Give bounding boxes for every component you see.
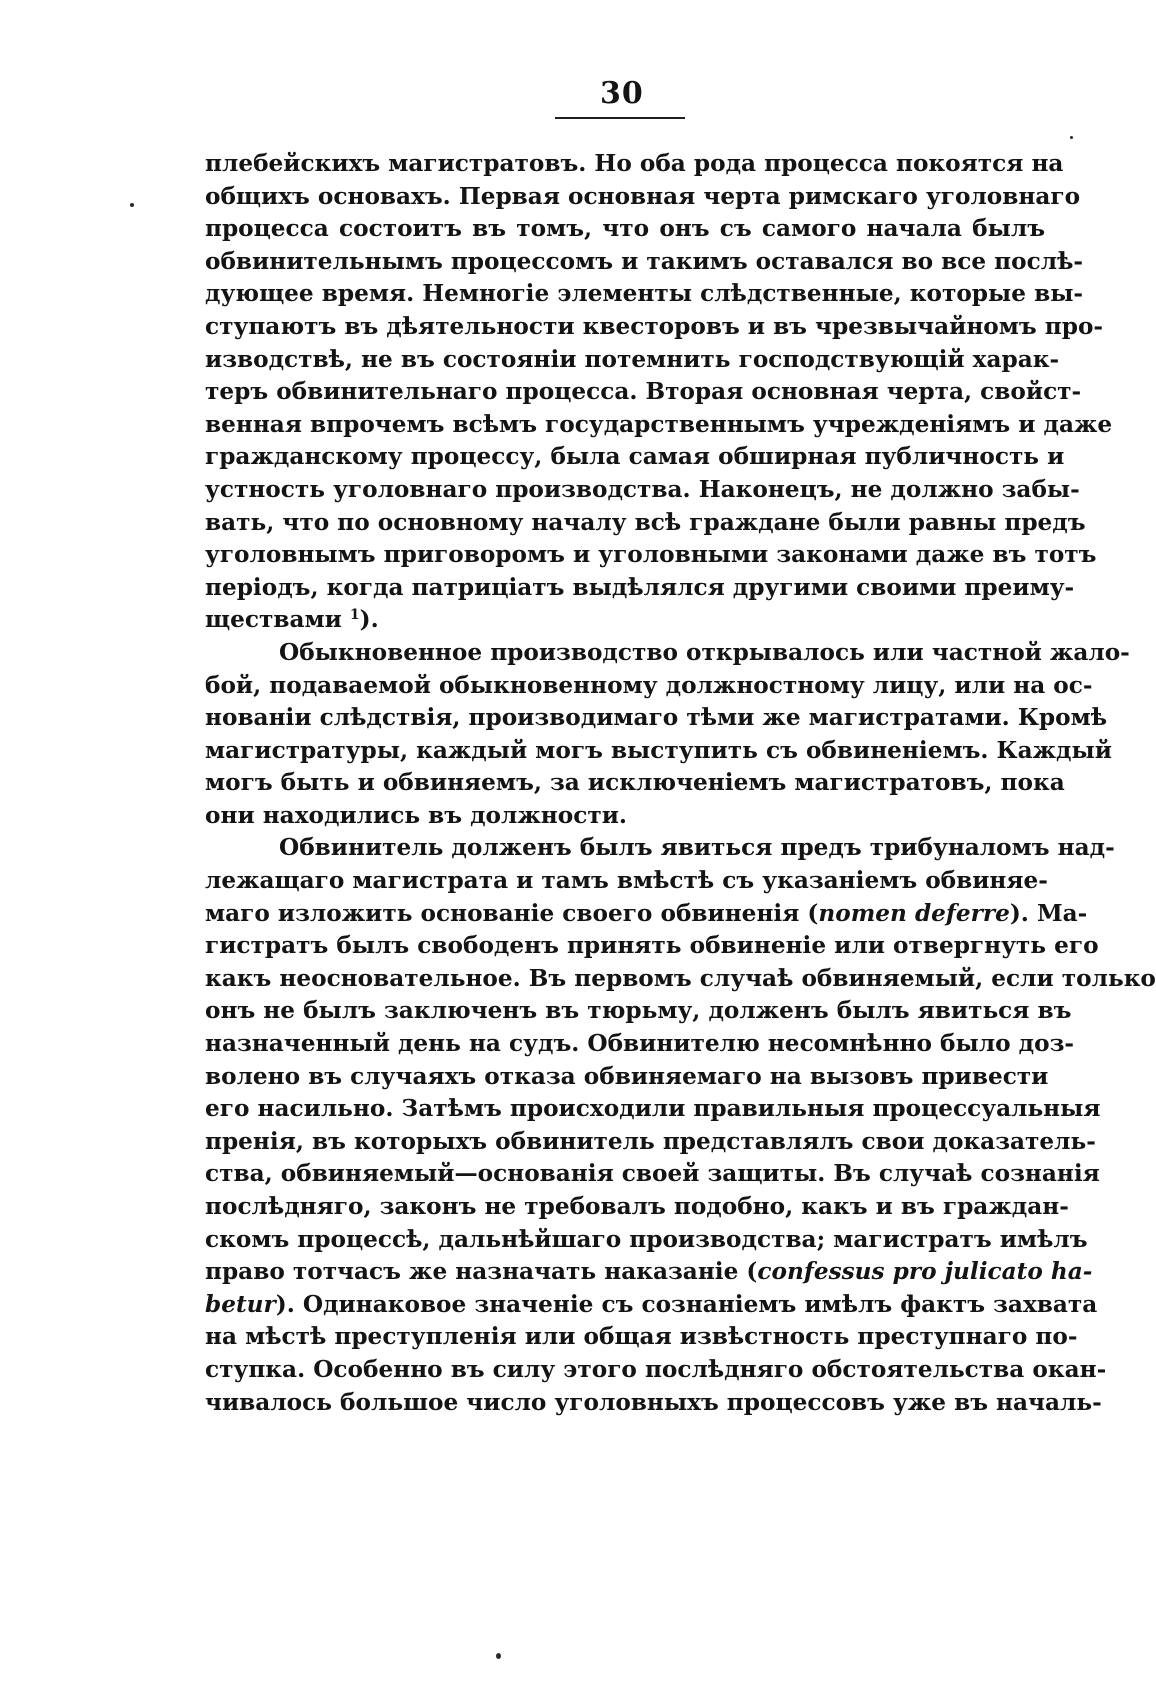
text-line: на мѣстѣ преступленія или общая извѣстность преступнаго по- [205, 1323, 1078, 1351]
latin-term: nomen deferre [818, 899, 1010, 927]
text-line: гистратъ былъ свободенъ принять обвиненіе или отвергнуть его [205, 932, 1099, 960]
text-line: онъ не былъ заключенъ въ тюрьму, долженъ былъ явиться въ [205, 997, 1072, 1025]
text-span: маго изложить основаніе своего обвиненія ( [205, 899, 819, 927]
text-line [205, 1289, 1098, 1322]
text-line: Обыкновенное производство открывалось или частной жало- [279, 638, 1130, 666]
text-line: нованіи слѣдствія, производимаго тѣми же магистратами. Кромѣ [205, 704, 1108, 732]
text-span: ). Одинаковое значеніе съ сознаніемъ имѣлъ фактъ захвата [275, 1290, 1098, 1318]
text-line: изводствѣ, не въ состояніи потемнить господствующій харак- [205, 345, 1060, 373]
text-line: пренія, въ которыхъ обвинитель представлялъ свои доказатель- [205, 1127, 1096, 1155]
text-span: право тотчасъ же назначать наказаніе ( [205, 1258, 758, 1286]
text-line: ступка. Особенно въ силу этого послѣдняго обстоятельства окан- [205, 1355, 1107, 1383]
paragraph-1 [205, 148, 1113, 637]
print-speck [130, 203, 134, 207]
page-number: 30 [600, 76, 644, 111]
latin-term: confessus pro julicato ha- [757, 1258, 1093, 1286]
text-line: Обвинитель долженъ былъ явиться предъ трибуналомъ над- [279, 834, 1115, 862]
text-line: чивалось большое число уголовныхъ процессовъ уже въ началь- [205, 1388, 1102, 1416]
text-line: скомъ процессѣ, дальнѣйшаго производства; магистратъ имѣлъ [205, 1225, 1088, 1253]
text-line: какъ неосновательное. Въ первомъ случаѣ обвиняемый, если только [205, 964, 1156, 992]
print-speck [496, 1653, 501, 1659]
text-line: могъ быть и обвиняемъ, за исключеніемъ магистратовъ, пока [205, 769, 1065, 797]
footnote-marker[interactable]: 1 [349, 607, 360, 624]
paragraph-3 [205, 832, 1156, 1419]
text-span: ). Ма- [1009, 899, 1088, 927]
text-line: вать, что по основному началу всѣ граждане были равны предъ [205, 508, 1086, 536]
text-span: ). [359, 606, 379, 634]
text-line: ства, обвиняемый—основанія своей защиты. Въ случаѣ сознанія [205, 1160, 1100, 1188]
text-line: волено въ случаяхъ отказа обвиняемаго на вызовъ привести [205, 1062, 1049, 1090]
text-line: процесса состоитъ въ томъ, что онъ съ самого начала былъ [205, 215, 1045, 243]
text-line [205, 604, 1045, 637]
text-line: теръ обвинительнаго процесса. Вторая основная черта, свойст- [205, 378, 1082, 406]
text-line: назначенный день на судъ. Обвинителю несомнѣнно было доз- [205, 1030, 1074, 1058]
text-line: бой, подаваемой обыкновенному должностному лицу, или на ос- [205, 671, 1093, 699]
text-span: ществами [205, 606, 342, 634]
text-line: лежащаго магистрата и тамъ вмѣстѣ съ указаніемъ обвиняе- [205, 867, 1048, 895]
text-line: общихъ основахъ. Первая основная черта римскаго уголовнаго [205, 182, 1081, 210]
latin-term: betur [205, 1290, 276, 1318]
text-line: обвинительнымъ процессомъ и такимъ оставался во все послѣ- [205, 247, 1084, 275]
print-speck [1070, 136, 1073, 139]
text-line [205, 1256, 1093, 1289]
text-line: послѣдняго, законъ не требовалъ подобно, какъ и въ граждан- [205, 1193, 1069, 1220]
text-line: уголовнымъ приговоромъ и уголовными законами даже въ тотъ [205, 541, 1097, 569]
text-line: венная впрочемъ всѣмъ государственнымъ учрежденіямъ и даже [205, 410, 1113, 438]
text-line: дующее время. Немногіе элементы слѣдственные, которые вы- [205, 280, 1084, 308]
text-line: его насильно. Затѣмъ происходили правильныя процессуальныя [205, 1095, 1101, 1123]
paragraph-2 [205, 637, 1130, 833]
text-line: магистратуры, каждый могъ выступить съ обвиненіемъ. Каждый [205, 736, 1112, 764]
header-rule [555, 117, 685, 119]
text-line: они находились въ должности. [205, 801, 627, 829]
text-line [205, 898, 1088, 931]
text-line: гражданскому процессу, была самая обширная публичность и [205, 443, 1065, 471]
text-line: періодъ, когда патриціатъ выдѣлялся другими своими преиму- [205, 573, 1075, 601]
text-line: ступаютъ въ дѣятельности квесторовъ и въ чрезвычайномъ про- [205, 312, 1104, 340]
text-line: плебейскихъ магистратовъ. Но оба рода процесса покоятся на [205, 150, 1064, 177]
text-line: устность уголовнаго производства. Наконецъ, не должно забы- [205, 475, 1080, 503]
body-text [205, 148, 1156, 1419]
